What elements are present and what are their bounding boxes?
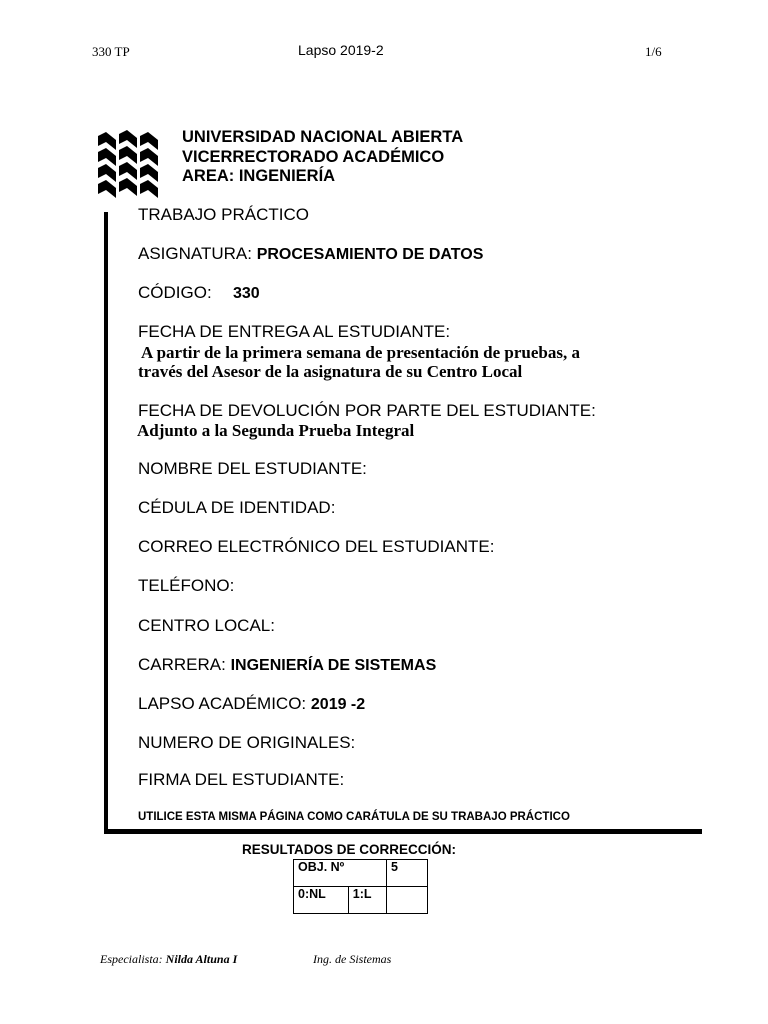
correo-label: CORREO ELECTRÓNICO DEL ESTUDIANTE: — [138, 537, 495, 556]
blank-cell — [387, 887, 428, 914]
cedula-label: CÉDULA DE IDENTIDAD: — [138, 498, 336, 517]
table-row — [294, 887, 428, 914]
specialist-name: Nilda Altuna I — [165, 952, 238, 966]
left-border-line — [104, 212, 108, 834]
header-lapso: Lapso 2019-2 — [298, 42, 384, 58]
fecha-entrega-label: FECHA DE ENTREGA AL ESTUDIANTE: — [138, 322, 451, 341]
footer-department: Ing. de Sistemas — [313, 952, 392, 966]
lapso-field — [138, 694, 365, 714]
asignatura-field — [138, 244, 483, 264]
fecha-devolucion-label: FECHA DE DEVOLUCIÓN POR PARTE DEL ESTUDIANTE: — [138, 401, 596, 420]
telefono-label: TELÉFONO: — [138, 576, 235, 595]
obj-label-cell: OBJ. Nº — [294, 860, 387, 887]
lapso-label: LAPSO ACADÉMICO: — [138, 694, 311, 713]
bottom-border-line — [104, 829, 702, 834]
asignatura-label: ASIGNATURA: — [138, 244, 257, 263]
fecha-entrega-line1: A partir de la primera semana de presentación de pruebas, a — [141, 343, 580, 362]
fecha-entrega-line2: través del Asesor de la asignatura de su Centro Local — [138, 362, 523, 381]
nombre-label: NOMBRE DEL ESTUDIANTE: — [138, 459, 367, 478]
codigo-label: CÓDIGO: — [138, 283, 212, 302]
asignatura-value: PROCESAMIENTO DE DATOS — [256, 246, 484, 263]
carrera-label: CARRERA: — [138, 655, 231, 674]
area-ingenieria: AREA: INGENIERÍA — [182, 167, 336, 185]
lapso-value: 2019 -2 — [310, 696, 366, 713]
header-course-code: 330 TP — [92, 44, 130, 59]
obj-value-cell: 5 — [387, 860, 428, 887]
firma-label: FIRMA DEL ESTUDIANTE: — [138, 770, 345, 789]
specialist-label: Especialista: — [100, 952, 166, 966]
carrera-value: INGENIERÍA DE SISTEMAS — [230, 657, 437, 674]
carrera-field — [138, 655, 436, 675]
fecha-devolucion-value: Adjunto a la Segunda Prueba Integral — [137, 421, 415, 440]
codigo-value: 330 — [233, 285, 260, 302]
vicerrectorado: VICERRECTORADO ACADÉMICO — [182, 148, 445, 166]
footer-specialist — [100, 952, 237, 967]
header-page-number: 1/6 — [645, 44, 662, 59]
l-cell: 1:L — [348, 887, 386, 914]
results-table — [293, 859, 428, 914]
instruction-note: UTILICE ESTA MISMA PÁGINA COMO CARÁTULA DE SU TRABAJO PRÁCTICO — [138, 811, 570, 823]
nl-cell: 0:NL — [294, 887, 349, 914]
table-row — [294, 860, 428, 887]
una-logo-icon — [96, 130, 162, 200]
university-name: UNIVERSIDAD NACIONAL ABIERTA — [182, 128, 464, 146]
results-title: RESULTADOS DE CORRECCIÓN: — [242, 842, 457, 857]
centro-local-label: CENTRO LOCAL: — [138, 616, 275, 635]
document-type: TRABAJO PRÁCTICO — [138, 205, 309, 224]
originales-label: NUMERO DE ORIGINALES: — [138, 733, 356, 752]
